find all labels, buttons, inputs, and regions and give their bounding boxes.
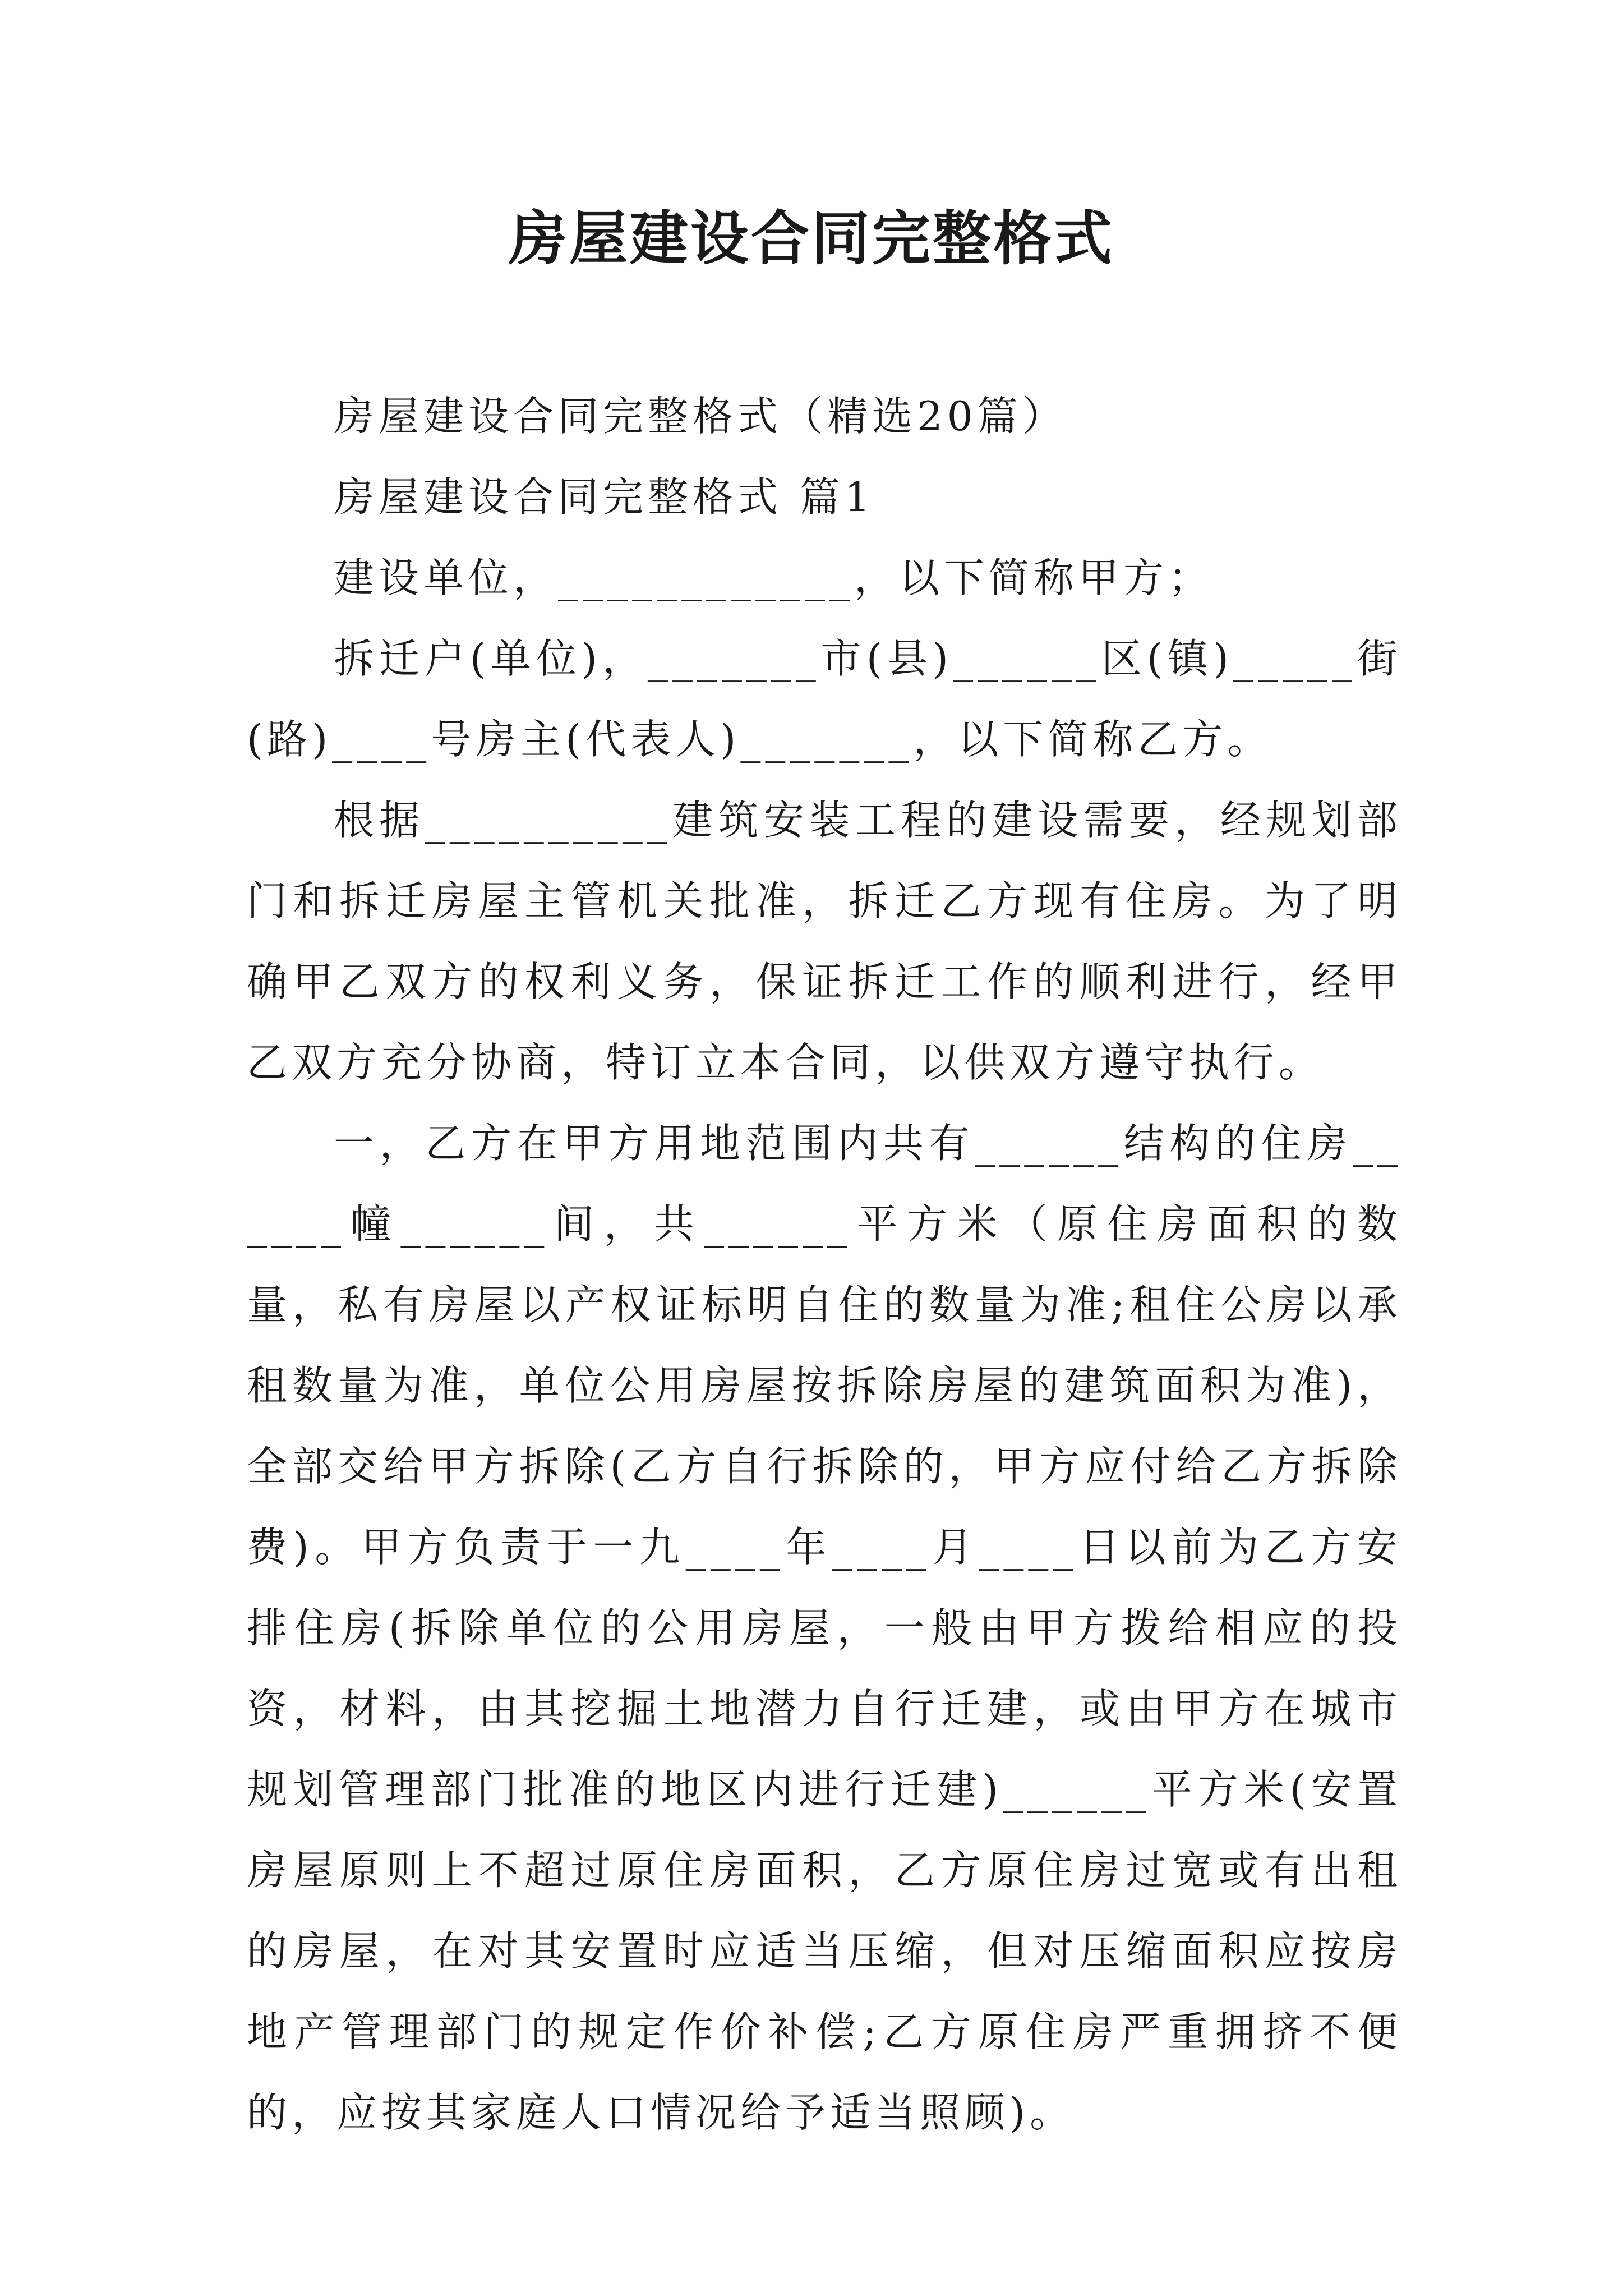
paragraph-party-b: 拆迁户(单位)，_______市(县)______区(镇)_____街(路)____号房主(代表人)_______，以下简称乙方。	[247, 635, 1402, 763]
paragraph-clause-1: 一，乙方在甲方用地范围内共有______结构的住房______幢______间，共______平方米（原住房面积的数量，私有房屋以产权证标明自住的数量为准;租住公房以承租数量为准，单位公用房屋按拆除房屋的建筑面积为准)，全部交给甲方拆除(乙方自行拆除的，甲方应付给乙方拆除费)。甲方负责于一九____年____月____日以前为乙方安排住房(拆除单位的公用房屋，一般由甲方拨给相应的投资，材料，由其挖掘土地潜力自行迁建，或由甲方在城市规划管理部门批准的地区内进行迁建)______平方米(安置房屋原则上不超过原住房面积，乙方原住房过宽或有出租的房屋，在对其安置时应适当压缩，但对压缩面积应按房地产管理部门的规定作价补偿;乙方原住房严重拥挤不便的，应按其家庭人口情况给予适当照顾)。	[247, 1120, 1402, 2136]
paragraph-preamble: 根据__________建筑安装工程的建设需要，经规划部门和拆迁房屋主管机关批准，拆迁乙方现有住房。为了明确甲乙双方的权利义务，保证拆迁工作的顺利进行，经甲乙双方充分协商，特订立本合同，以供双方遵守执行。	[247, 797, 1402, 1086]
document-body	[247, 376, 1402, 2153]
document-title: 房屋建设合同完整格式	[508, 204, 1114, 273]
paragraph-section-heading: 房屋建设合同完整格式 篇1	[334, 473, 875, 521]
paragraph-subtitle: 房屋建设合同完整格式（精选20篇）	[334, 393, 1067, 440]
paragraph-party-a: 建设单位，____________，以下简称甲方；	[334, 554, 1214, 601]
